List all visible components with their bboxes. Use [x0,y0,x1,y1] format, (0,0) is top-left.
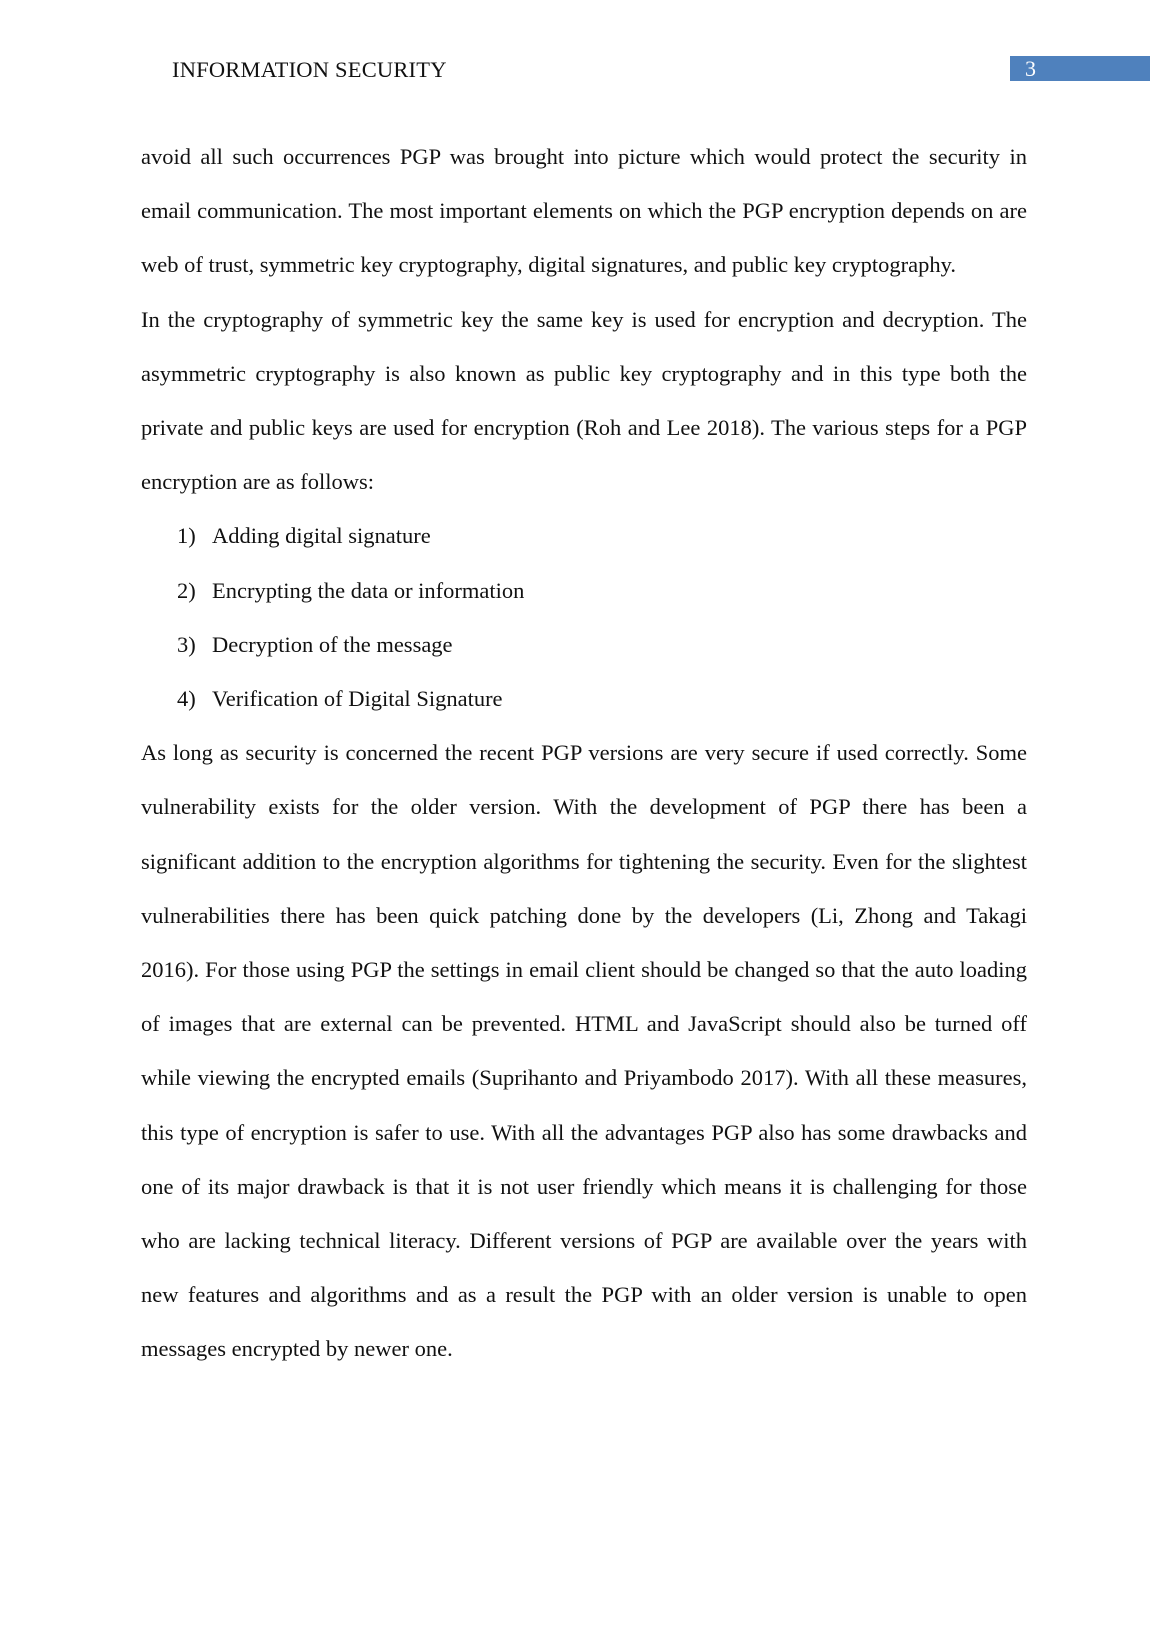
paragraph-pgp-intro: avoid all such occurrences PGP was brought into picture which would protect the security in email communication. The most important elements on which the PGP encryption depends on are web of trust, symmetric key cryptography, digital signatures, and public key cryptography. [141,144,1027,278]
list-item-number: 4) [177,686,196,712]
paragraph-pgp-security: As long as security is concerned the recent PGP versions are very secure if used correctly. Some vulnerability exists for the older version. With the development of PGP there has been a significant addition to the encryption algorithms for tightening the security. Even for the slightest vulnerabilities there has been quick patching done by the developers (Li, Zhong and Takagi 2016). For those using PGP the settings in email client should be changed so that the auto loading of images that are external can be prevented. HTML and JavaScript should also be turned off while viewing the encrypted emails (Suprihanto and Priyambodo 2017). With all these measures, this type of encryption is safer to use. With all the advantages PGP also has some drawbacks and one of its major drawback is that it is not user friendly which means it is challenging for those who are lacking technical literacy. Different versions of PGP are available over the years with new features and algorithms and as a result the PGP with an older version is unable to open messages encrypted by newer one. [141,740,1027,1362]
list-item-text: Decryption of the message [212,631,453,657]
list-item [141,564,1027,618]
list-item-text: Verification of Digital Signature [212,686,503,712]
running-head-title: INFORMATION SECURITY [172,57,447,82]
pgp-steps-list [141,509,1027,726]
page-header [0,54,1158,82]
document-body [141,130,1027,1377]
list-item [141,509,1027,563]
list-item-number: 1) [177,523,196,549]
paragraph-cryptography-types: In the cryptography of symmetric key the same key is used for encryption and decryption. The asymmetric cryptography is also known as public key cryptography and in this type both the private and public keys are used for encryption (Roh and Lee 2018). The various steps for a PGP encryption are as follows: [141,306,1027,495]
list-item-number: 3) [177,631,196,657]
list-item-number: 2) [177,577,196,603]
list-item-text: Adding digital signature [212,523,431,549]
list-item-text: Encrypting the data or information [212,577,525,603]
page-number-badge: 3 [1010,56,1150,81]
list-item [141,672,1027,726]
list-item [141,618,1027,672]
